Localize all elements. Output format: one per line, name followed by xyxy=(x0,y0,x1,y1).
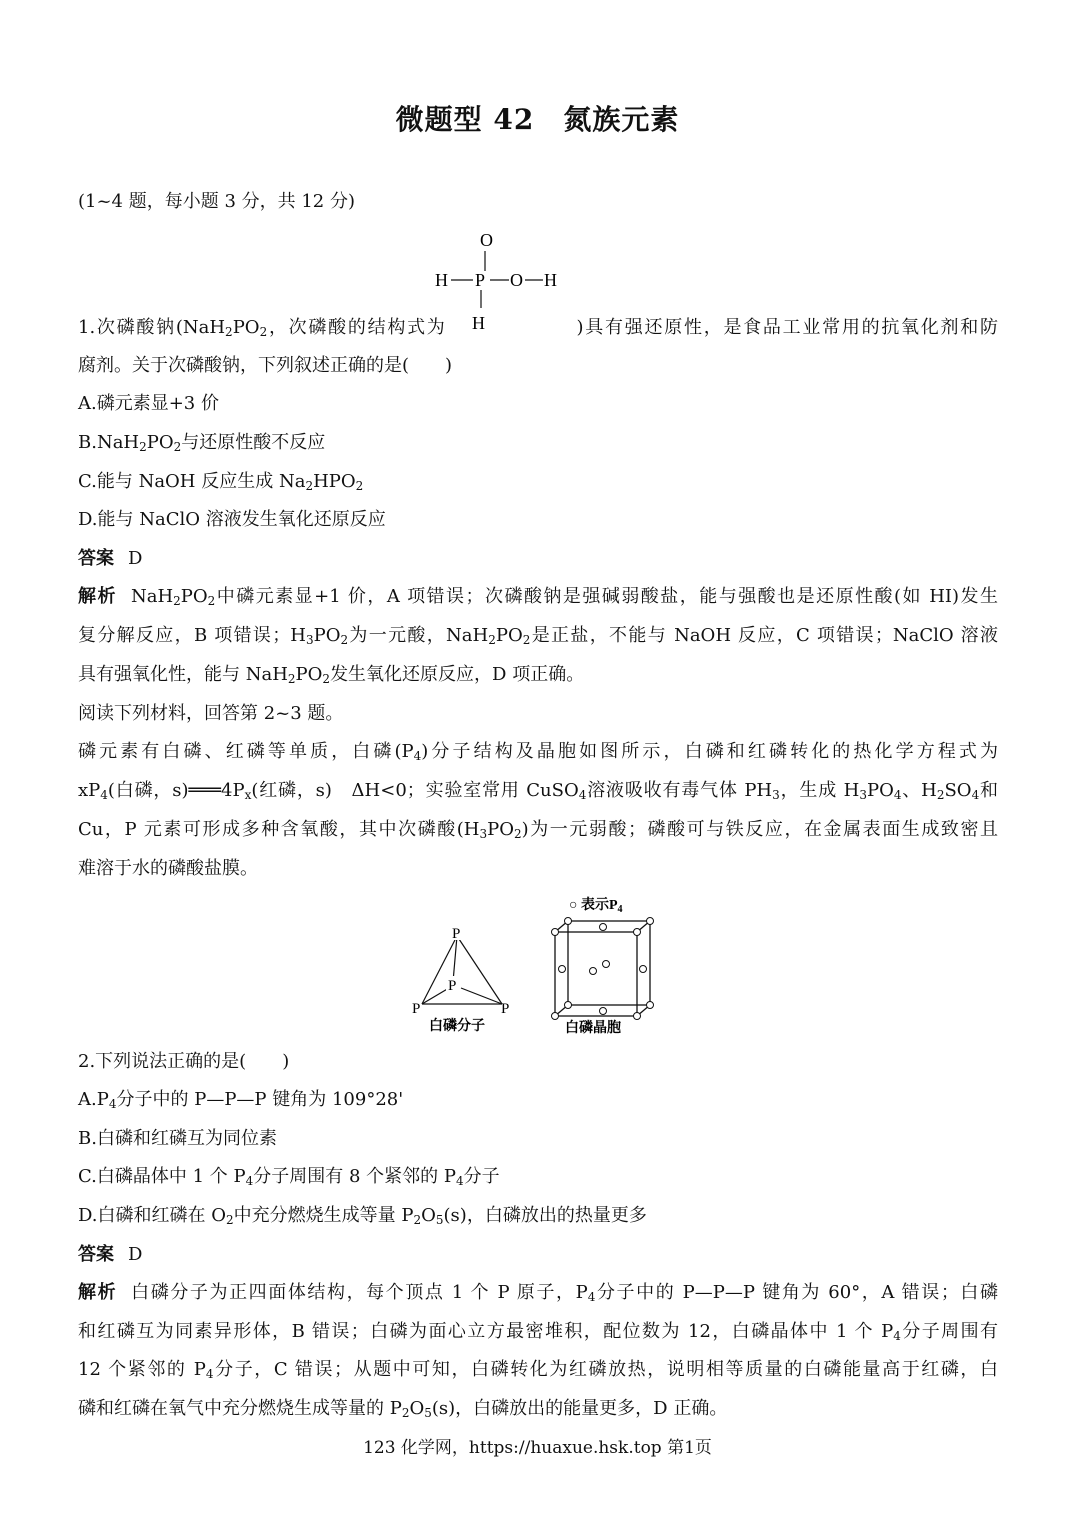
page-title: 微题型 42 氮族元素 xyxy=(395,103,680,136)
q2-answer: 答案 D xyxy=(78,1244,143,1265)
atom-H-left: H xyxy=(435,270,448,290)
material-intro: 阅读下列材料，回答第 2~3 题。 xyxy=(78,703,344,724)
material-line-3: Cu，P 元素可形成多种含氧酸，其中次磷酸$(H_3PO_2)$为一元弱酸；磷酸可与铁反应，在金属表面生成致密且 xyxy=(78,819,998,841)
q2-explanation-2: 和红磷互为同素异形体，B 错误；白磷为面心立方最密堆积，配位数为 12，白磷晶体中 1 个 $P_4$分子周围有 xyxy=(78,1321,998,1343)
page-footer: 123 化学网，https://huaxue.hsk.top 第1页 xyxy=(363,1438,712,1458)
p-atom-top: P xyxy=(452,926,461,942)
material-line-2: $xP_4$(白磷，$s)═══4P_x$(红磷，s) ΔH<0；实验室常用 CuSO$_4$溶液吸收有毒气体 $PH_3$，生成 $H_3PO_4$、$H_2SO_4$和 xyxy=(78,780,999,802)
q1-answer: 答案 D xyxy=(78,548,143,569)
q2-option-a: $A.P_4$分子中的 P—P—P 键角为 109°28' xyxy=(78,1089,404,1111)
q1-option-c: C.能与 NaOH 反应生成 $Na_2HPO_2$ xyxy=(78,471,364,493)
q1-option-a: A.磷元素显+3 价 xyxy=(78,393,219,414)
q1-option-d: D.能与 NaClO 溶液发生氧化还原反应 xyxy=(78,509,386,530)
atom-O-top: O xyxy=(480,230,493,250)
q2-explanation-3: 12 个紧邻的 $P_4$分子，C 错误；从题中可知，白磷转化为红磷放热，说明相等质量的白磷能量高于红磷，白 xyxy=(78,1359,998,1381)
atom-O-right: O xyxy=(510,270,523,290)
material-line-1: 磷元素有白磷、红磷等单质，白磷$(P_4)$分子结构及晶胞如图所示，白磷和红磷转化的热化学方程式为 xyxy=(78,741,998,763)
p4-unit-cell-figure xyxy=(545,892,660,1040)
intro-note: (1~4 题，每小题 3 分，共 12 分) xyxy=(78,191,355,212)
q2-option-d: D.白磷和红磷在 $O_2$中充分燃烧生成等量 $P_2O_5(s)$，白磷放出的热量更多 xyxy=(78,1205,647,1227)
q1-line-1: 1.次磷酸钠($NaH_2PO_2$，次磷酸的结构式为 )具有强还原性，是食品工业常用的抗氧化剂和防 xyxy=(78,317,998,339)
molecule-caption: 白磷分子 xyxy=(429,1019,485,1034)
p-atom-left: P xyxy=(412,1001,421,1017)
q1-explanation-1: 解析 $NaH_2PO_2$中磷元素显+1 价，A 项错误；次磷酸钠是强碱弱酸盐，能与强酸也是还原性酸(如 HI)发生 xyxy=(78,586,998,608)
p-atom-right: P xyxy=(501,1001,510,1017)
q1-explanation-2: 复分解反应，B 项错误；$H_3PO_2$为一元酸，$NaH_2PO_2$是正盐，不能与 NaOH 反应，C 项错误；NaClO 溶液 xyxy=(78,625,998,647)
q2-stem: 2.下列说法正确的是( ) xyxy=(78,1051,290,1072)
material-line-4: 难溶于水的磷酸盐膜。 xyxy=(78,858,258,879)
legend-text: ○ 表示$P_4$ xyxy=(569,898,623,915)
atom-H-bottom: H xyxy=(472,313,485,333)
cell-caption: 白磷晶胞 xyxy=(565,1021,621,1036)
p-atom-middle: P xyxy=(448,978,457,994)
q1-explanation-3: 具有强氧化性，能与 $NaH_2PO_2$发生氧化还原反应，D 项正确。 xyxy=(78,664,585,686)
p4-molecule-figure xyxy=(405,922,525,1040)
atom-P-center: P xyxy=(475,270,486,290)
q2-explanation-1: 解析 白磷分子为正四面体结构，每个顶点 1 个 P 原子，$P_4$分子中的 P—P—P 键角为 60°，A 错误；白磷 xyxy=(78,1282,998,1304)
q1-line-2: 腐剂。关于次磷酸钠，下列叙述正确的是( ) xyxy=(78,355,453,376)
q2-option-b: B.白磷和红磷互为同位素 xyxy=(78,1128,277,1149)
q1-option-b: $B.NaH_2PO_2$与还原性酸不反应 xyxy=(78,432,326,454)
atom-H-right: H xyxy=(544,270,557,290)
q2-option-c: C.白磷晶体中 1 个 $P_4$分子周围有 8 个紧邻的 $P_4$分子 xyxy=(78,1166,500,1188)
q2-explanation-4: 磷和红磷在氧气中充分燃烧生成等量的 $P_2O_5(s)$，白磷放出的能量更多，D 正确。 xyxy=(78,1398,728,1420)
